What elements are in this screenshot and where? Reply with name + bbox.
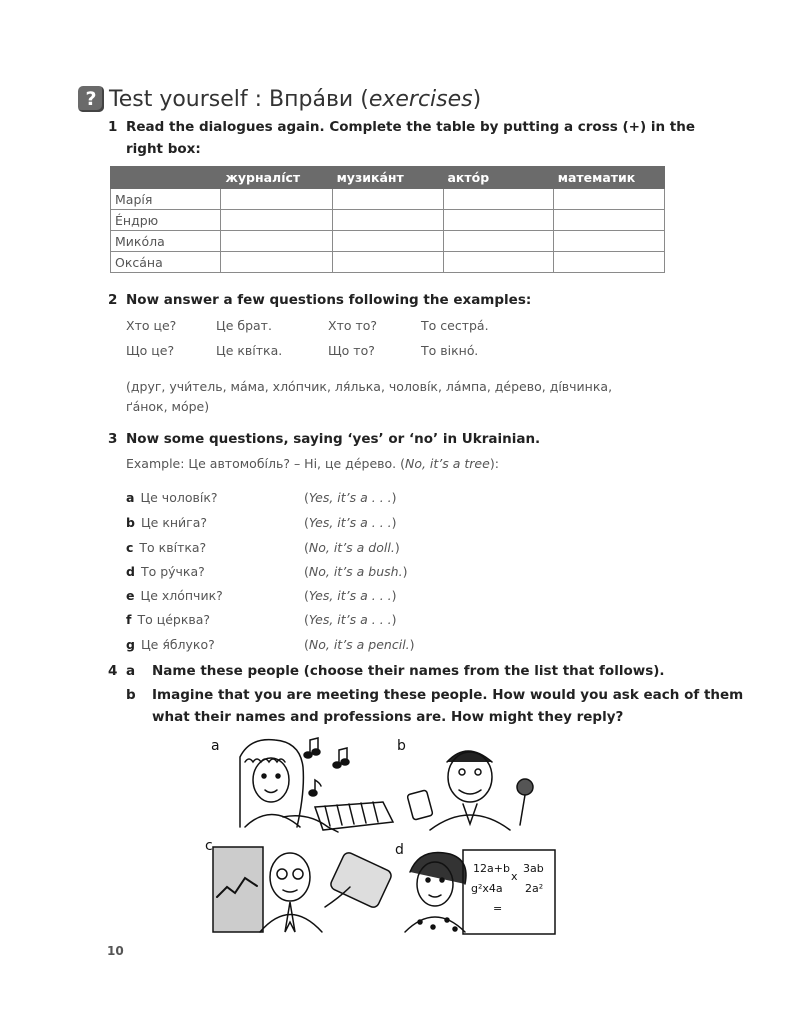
table-cell[interactable] bbox=[221, 252, 332, 273]
table-cell[interactable] bbox=[443, 189, 553, 210]
table-row-name: Марíя bbox=[111, 189, 221, 210]
title-text: Test yourself : Впрáви (exercises) bbox=[109, 86, 482, 112]
exercise-3-example: Example: Це автомобíль? – Ні, це дéрево. (No, it’s a tree): bbox=[126, 456, 499, 471]
table-cell[interactable] bbox=[443, 252, 553, 273]
table-header-row bbox=[111, 167, 665, 189]
table-row bbox=[111, 231, 665, 252]
svg-text:=: = bbox=[493, 902, 503, 915]
question-hint: (Yes, it’s a . . .) bbox=[304, 515, 397, 530]
picture-c-actor bbox=[205, 838, 393, 932]
table-header-cell: музикáнт bbox=[332, 167, 443, 189]
exercise-2-instruction: Now answer a few questions following the examples: bbox=[126, 292, 532, 308]
question-item: c То квíтка? bbox=[126, 540, 207, 555]
table-cell[interactable] bbox=[553, 210, 664, 231]
question-item: a Це чоловíк? bbox=[126, 490, 218, 505]
example-question: Хто це? bbox=[126, 318, 177, 333]
table-cell[interactable] bbox=[553, 189, 664, 210]
exercise-4a-letter: a bbox=[126, 663, 136, 679]
example-question: Що це? bbox=[126, 343, 175, 358]
table-header-cell: актóр bbox=[443, 167, 553, 189]
example-question: Хто то? bbox=[328, 318, 378, 333]
picture-a-musician bbox=[211, 738, 393, 832]
table-cell[interactable] bbox=[221, 210, 332, 231]
svg-text:3ab: 3ab bbox=[523, 862, 544, 875]
table-cell[interactable] bbox=[332, 231, 443, 252]
table-row bbox=[111, 189, 665, 210]
table-header-cell: математик bbox=[553, 167, 664, 189]
example-answer: Це брат. bbox=[216, 318, 272, 333]
table-header-cell bbox=[111, 167, 221, 189]
question-icon: ? bbox=[78, 86, 104, 112]
table-cell[interactable] bbox=[332, 210, 443, 231]
table-row-name: Микóла bbox=[111, 231, 221, 252]
exercise-1-number: 1 bbox=[108, 119, 118, 135]
question-hint: (Yes, it’s a . . .) bbox=[304, 490, 397, 505]
section-title bbox=[78, 83, 481, 115]
example-answer: То вікнó. bbox=[421, 343, 479, 358]
example-question: Що то? bbox=[328, 343, 375, 358]
exercise-3-instruction: Now some questions, saying ‘yes’ or ‘no’ in Ukrainian. bbox=[126, 431, 541, 447]
word-list: (друг, учи́тель, мáма, хлóпчик, ля́лька, чоловíк, лáмпа, дéрево, дíвчинка, ґáнок, мóре) bbox=[126, 379, 613, 414]
table-row-name: Оксáна bbox=[111, 252, 221, 273]
table-header-cell: журналíст bbox=[221, 167, 332, 189]
question-hint: (Yes, it’s a . . .) bbox=[304, 588, 397, 603]
svg-text:2a²: 2a² bbox=[525, 882, 544, 895]
table-cell[interactable] bbox=[443, 231, 553, 252]
question-hint: (No, it’s a pencil.) bbox=[304, 637, 415, 652]
table-row-name: Éндрю bbox=[111, 210, 221, 231]
picture-label-a: a bbox=[211, 738, 220, 754]
question-item: f То цéрква? bbox=[126, 612, 211, 627]
page-number: 10 bbox=[107, 944, 124, 958]
question-item: g Це я́блуко? bbox=[126, 637, 215, 652]
table-cell[interactable] bbox=[553, 231, 664, 252]
table-cell[interactable] bbox=[443, 210, 553, 231]
question-item: b Це кни́га? bbox=[126, 515, 208, 530]
exercise-4b-letter: b bbox=[126, 687, 136, 703]
exercise-4a-instruction: Name these people (choose their names from the list that follows). bbox=[152, 663, 665, 679]
table-cell[interactable] bbox=[332, 189, 443, 210]
exercise-4-number: 4 bbox=[108, 663, 118, 679]
table-cell[interactable] bbox=[221, 231, 332, 252]
exercise-2-number: 2 bbox=[108, 292, 118, 308]
profession-table bbox=[110, 166, 665, 273]
svg-text:x: x bbox=[511, 870, 518, 883]
svg-text:g²x4a: g²x4a bbox=[471, 882, 503, 895]
table-cell[interactable] bbox=[332, 252, 443, 273]
table-cell[interactable] bbox=[221, 189, 332, 210]
exercise-3-number: 3 bbox=[108, 431, 118, 447]
exercise-4b-instruction: Imagine that you are meeting these people. How would you ask each of them what their names and professions are. How might they reply? bbox=[152, 687, 744, 725]
picture-label-b: b bbox=[397, 738, 406, 754]
question-hint: (No, it’s a bush.) bbox=[304, 564, 408, 579]
picture-label-d: d bbox=[395, 842, 404, 858]
question-item: e Це хлóпчик? bbox=[126, 588, 223, 603]
question-hint: (No, it’s a doll.) bbox=[304, 540, 400, 555]
picture-b-journalist bbox=[397, 738, 533, 830]
picture-label-c: c bbox=[205, 838, 213, 854]
picture-d-mathematician bbox=[395, 842, 555, 934]
people-illustration bbox=[205, 732, 560, 937]
table-row bbox=[111, 210, 665, 231]
exercise-1-instruction: Read the dialogues again. Complete the table by putting a cross (+) in the right box: bbox=[126, 119, 695, 157]
table-cell[interactable] bbox=[553, 252, 664, 273]
table-row bbox=[111, 252, 665, 273]
svg-text:12a+b: 12a+b bbox=[473, 862, 510, 875]
question-hint: (Yes, it’s a . . .) bbox=[304, 612, 397, 627]
question-item: d То рýчка? bbox=[126, 564, 205, 579]
example-answer: То сестрá. bbox=[421, 318, 489, 333]
example-answer: Це квíтка. bbox=[216, 343, 283, 358]
